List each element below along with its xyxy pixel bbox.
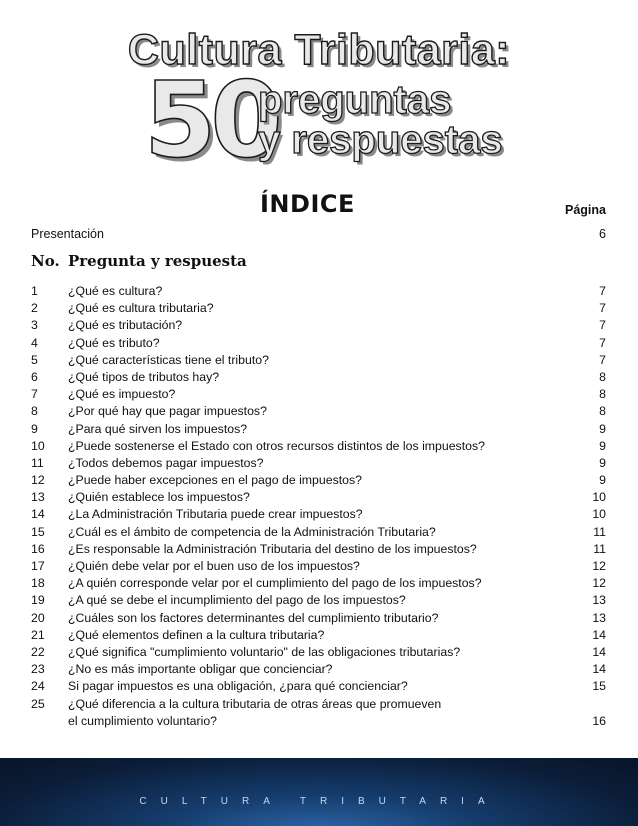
- list-item[interactable]: [31, 438, 606, 455]
- item-number: 23: [31, 662, 45, 677]
- list-item[interactable]: [31, 489, 606, 506]
- item-number: 13: [31, 490, 45, 505]
- item-text: ¿A qué se debe el incumplimiento del pago de los impuestos?: [68, 593, 406, 608]
- item-text: ¿Quién debe velar por el buen uso de los impuestos?: [68, 559, 360, 573]
- list-item[interactable]: [31, 627, 606, 644]
- column-headers: [31, 252, 247, 270]
- item-text: ¿No es más importante obligar que concienciar?: [68, 662, 333, 677]
- list-item[interactable]: [31, 575, 606, 592]
- item-page: 7: [599, 318, 606, 333]
- item-page: 15: [592, 679, 606, 694]
- item-text: ¿Qué es cultura?: [68, 284, 163, 298]
- item-page: 13: [592, 610, 606, 625]
- item-page: 12: [592, 576, 606, 591]
- column-question: Pregunta y respuesta: [68, 252, 247, 270]
- item-page: 7: [599, 301, 606, 316]
- item-page: 13: [592, 593, 606, 608]
- item-page: 10: [592, 507, 606, 522]
- item-page: 9: [599, 455, 606, 470]
- item-page: 10: [592, 490, 606, 505]
- item-number: 1: [31, 284, 38, 298]
- list-item[interactable]: [31, 335, 606, 352]
- title-number: 50: [144, 59, 277, 181]
- item-page: 8: [599, 387, 606, 402]
- item-number: 19: [31, 593, 45, 608]
- index-list: [31, 283, 606, 730]
- item-number: 15: [31, 524, 45, 539]
- list-item[interactable]: [31, 678, 606, 695]
- presentation-label: Presentación: [31, 227, 104, 241]
- item-text: ¿Todos debemos pagar impuestos?: [68, 455, 264, 470]
- item-page: 16: [592, 713, 606, 728]
- list-item[interactable]: [31, 352, 606, 369]
- item-text: ¿A quién corresponde velar por el cumplimiento del pago de los impuestos?: [68, 576, 482, 591]
- item-text: ¿Quién establece los impuestos?: [68, 490, 250, 505]
- item-number: 2: [31, 301, 38, 316]
- subtitle-line2: y respuestas: [258, 118, 503, 162]
- item-number: 14: [31, 507, 45, 522]
- item-page: 7: [599, 352, 606, 367]
- item-text: ¿Es responsable la Administración Tributaria del destino de los impuestos?: [68, 541, 477, 556]
- item-text-line1: ¿Qué diferencia a la cultura tributaria de otras áreas que promueven: [68, 696, 442, 711]
- item-number: 5: [31, 352, 38, 367]
- item-text: ¿Qué características tiene el tributo?: [68, 352, 269, 367]
- item-number: 9: [31, 421, 38, 436]
- item-text: ¿Puede haber excepciones en el pago de impuestos?: [68, 473, 362, 488]
- item-text: ¿Cuáles son los factores determinantes del cumplimiento tributario?: [68, 610, 439, 625]
- index-heading: ÍNDICE: [260, 190, 355, 218]
- list-item[interactable]: [31, 506, 606, 523]
- item-text: ¿Por qué hay que pagar impuestos?: [68, 404, 267, 419]
- list-item[interactable]: [31, 455, 606, 472]
- item-text-line2: el cumplimiento voluntario?: [68, 713, 218, 728]
- list-item[interactable]: [31, 421, 606, 438]
- list-item[interactable]: [31, 541, 606, 558]
- list-item[interactable]: [31, 300, 606, 317]
- presentation-row[interactable]: [31, 227, 606, 241]
- list-item[interactable]: [31, 472, 606, 489]
- item-text: ¿La Administración Tributaria puede crear impuestos?: [68, 507, 363, 522]
- item-text: ¿Qué es tributo?: [68, 335, 160, 350]
- item-text: ¿Qué elementos definen a la cultura tributaria?: [68, 627, 325, 642]
- list-item[interactable]: [31, 369, 606, 386]
- list-item[interactable]: [31, 610, 606, 627]
- item-page: 7: [599, 284, 606, 298]
- item-page: 14: [592, 644, 606, 659]
- list-item[interactable]: [31, 592, 606, 609]
- presentation-page: 6: [599, 227, 606, 241]
- item-page: 14: [592, 627, 606, 642]
- item-number: 3: [31, 318, 38, 333]
- item-text: ¿Para qué sirven los impuestos?: [68, 421, 248, 436]
- list-item[interactable]: [31, 317, 606, 334]
- page-column-header: Página: [565, 203, 606, 217]
- item-number: 20: [31, 610, 45, 625]
- item-text: ¿Puede sostenerse el Estado con otros recursos distintos de los impuestos?: [68, 438, 485, 453]
- item-page: 11: [593, 541, 606, 556]
- footer-band: [0, 758, 638, 826]
- item-number: 4: [31, 335, 38, 350]
- list-item[interactable]: [31, 403, 606, 420]
- item-number: 22: [31, 644, 45, 659]
- item-number: 12: [31, 473, 45, 488]
- item-number: 16: [31, 541, 45, 556]
- list-item[interactable]: [31, 661, 606, 678]
- item-number: 11: [31, 455, 44, 470]
- item-text: ¿Qué tipos de tributos hay?: [68, 369, 220, 384]
- item-number: 10: [31, 438, 45, 453]
- item-text: ¿Qué es impuesto?: [68, 387, 176, 402]
- column-no: No.: [31, 252, 60, 270]
- item-text: ¿Qué significa "cumplimiento voluntario" de las obligaciones tributarias?: [68, 644, 461, 659]
- item-text: ¿Qué es tributación?: [68, 318, 183, 333]
- item-number: 21: [31, 627, 45, 642]
- item-text: ¿Qué es cultura tributaria?: [68, 301, 214, 316]
- list-item[interactable]: [31, 524, 606, 541]
- list-item[interactable]: [31, 386, 606, 403]
- item-page: 9: [599, 421, 606, 436]
- item-page: 8: [599, 404, 606, 419]
- item-page: 8: [599, 369, 606, 384]
- item-page: 14: [592, 662, 606, 677]
- item-text: ¿Cuál es el ámbito de competencia de la Administración Tributaria?: [68, 524, 436, 539]
- item-page: 11: [593, 524, 606, 539]
- list-item[interactable]: [31, 283, 606, 300]
- item-number: 8: [31, 404, 38, 419]
- item-number: 25: [31, 696, 45, 711]
- item-page: 9: [599, 438, 606, 453]
- subtitle-line1: preguntas: [258, 78, 452, 122]
- item-page: 7: [599, 335, 606, 350]
- item-number: 7: [31, 387, 38, 402]
- title-line1: Cultura Tributaria:: [127, 26, 511, 74]
- list-item-25[interactable]: [31, 696, 606, 730]
- footer-text: CULTURA TRIBUTARIA: [139, 796, 499, 807]
- item-number: 17: [31, 559, 45, 573]
- item-page: 9: [599, 473, 606, 488]
- item-number: 18: [31, 576, 45, 591]
- item-number: 6: [31, 369, 38, 384]
- item-text: Si pagar impuestos es una obligación, ¿para qué concienciar?: [68, 679, 408, 694]
- item-page: 12: [592, 559, 606, 573]
- list-item[interactable]: [31, 644, 606, 661]
- list-item[interactable]: [31, 558, 606, 575]
- item-number: 24: [31, 679, 45, 694]
